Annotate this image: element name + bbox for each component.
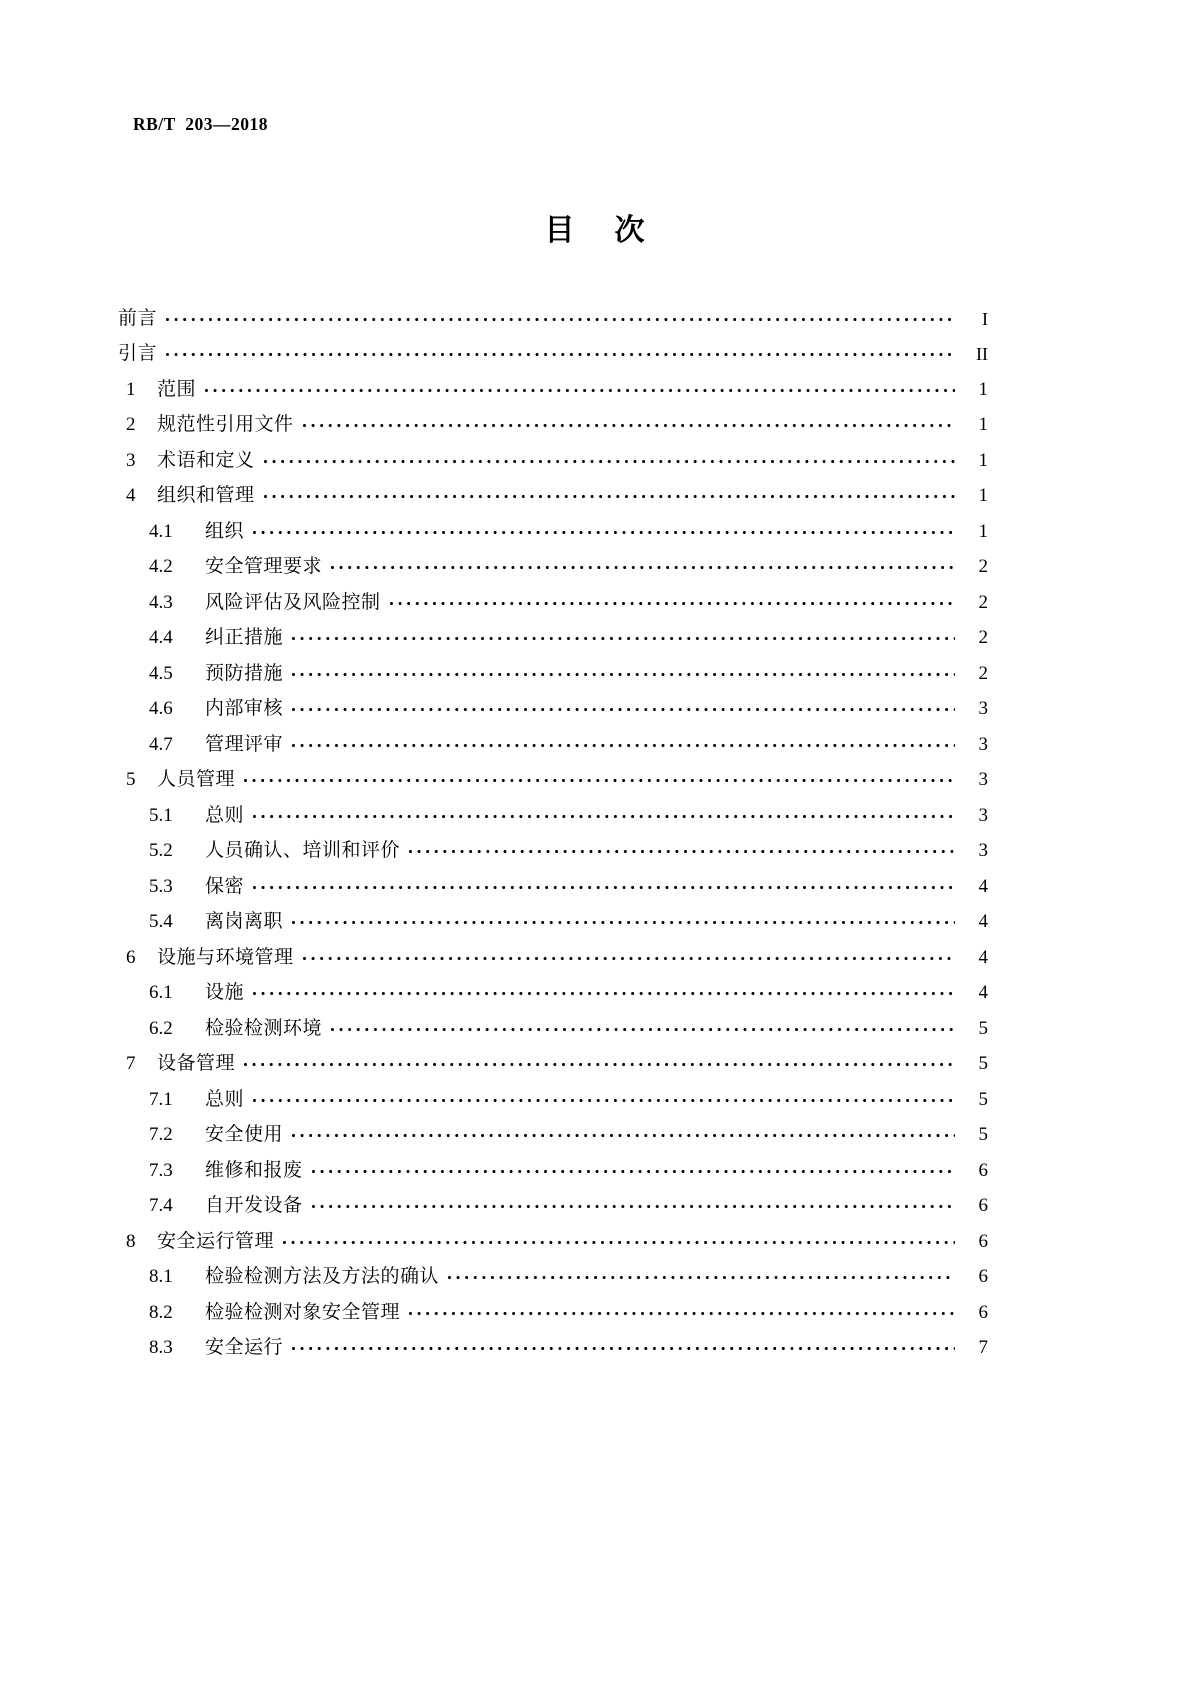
- page-title: 目 次: [544, 214, 647, 247]
- toc-entry-label: 设备管理: [157, 1052, 236, 1074]
- toc-entry[interactable]: [118, 1002, 988, 1038]
- toc-entry[interactable]: [118, 896, 988, 932]
- toc-entry-label: 人员确认、培训和评价: [205, 839, 401, 861]
- toc-leader-dots: [312, 1196, 955, 1215]
- toc-leader-dots: [292, 735, 955, 754]
- toc-entry-page-number: 7: [978, 1337, 988, 1358]
- toc-entry-number: 8.3: [149, 1337, 173, 1358]
- toc-entry-page-number: 2: [978, 627, 988, 648]
- toc-entry[interactable]: [118, 1215, 988, 1251]
- toc-entry-number: 3: [126, 449, 136, 471]
- toc-entry[interactable]: [118, 541, 988, 577]
- toc-leader-dots: [283, 1232, 955, 1251]
- toc-entry[interactable]: [118, 1180, 988, 1216]
- toc-entry-page-number: 2: [978, 591, 988, 613]
- toc-entry-label: 管理评审: [205, 732, 284, 755]
- toc-entry-label: 前言: [118, 306, 158, 329]
- toc-entry-number: 4.7: [149, 733, 173, 755]
- toc-entry[interactable]: [118, 718, 988, 754]
- toc-entry[interactable]: [118, 363, 988, 399]
- toc-entry-number: 7.4: [149, 1195, 173, 1216]
- toc-leader-dots: [253, 983, 955, 1002]
- toc-entry-number: 8.1: [149, 1266, 173, 1287]
- toc-entry-label: 安全运行管理: [157, 1229, 275, 1252]
- toc-entry-label: 设施与环境管理: [157, 945, 294, 968]
- toc-entry[interactable]: [118, 328, 988, 364]
- standard-code-header: RB/T 203—2018: [133, 114, 269, 134]
- toc-entry-number: 7.2: [149, 1124, 173, 1145]
- toc-entry[interactable]: [118, 292, 988, 328]
- toc-entry-label: 检验检测环境: [205, 1016, 323, 1039]
- toc-entry[interactable]: [118, 825, 988, 861]
- toc-entry-page-number: 1: [978, 485, 988, 506]
- toc-entry-label: 自开发设备: [205, 1194, 303, 1216]
- toc-leader-dots: [292, 664, 955, 683]
- toc-leader-dots: [390, 593, 955, 612]
- toc-entry-page-number: 2: [978, 662, 988, 684]
- toc-entry-number: 4.6: [149, 698, 173, 719]
- toc-entry-page-number: I: [982, 308, 988, 329]
- toc-leader-dots: [303, 948, 955, 967]
- toc-leader-dots: [292, 628, 955, 647]
- toc-entry-label: 安全管理要求: [205, 555, 323, 577]
- toc-entry-label: 组织和管理: [157, 484, 255, 506]
- toc-entry-label: 保密: [205, 874, 245, 897]
- toc-entry-label: 总则: [205, 1087, 245, 1110]
- toc-entry-page-number: 5: [978, 1124, 988, 1145]
- toc-entry-page-number: 6: [978, 1159, 988, 1181]
- toc-entry[interactable]: [118, 505, 988, 541]
- toc-entry-page-number: II: [976, 344, 988, 364]
- toc-entry[interactable]: [118, 789, 988, 825]
- toc-entry-label: 安全使用: [205, 1123, 284, 1145]
- toc-entry-page-number: 3: [978, 840, 988, 861]
- toc-entry-label: 检验检测对象安全管理: [205, 1300, 401, 1323]
- toc-entry-number: 7.1: [149, 1088, 173, 1110]
- toc-entry-number: 6.1: [149, 982, 173, 1003]
- toc-entry-number: 5: [126, 769, 136, 790]
- toc-entry[interactable]: [118, 1251, 988, 1287]
- toc-entry-number: 5.1: [149, 804, 173, 826]
- toc-leader-dots: [292, 1125, 955, 1144]
- toc-entry-page-number: 4: [978, 911, 988, 932]
- toc-entry-label: 术语和定义: [157, 448, 255, 471]
- toc-entry-page-number: 6: [978, 1266, 988, 1287]
- toc-entry[interactable]: [118, 860, 988, 896]
- toc-entry-page-number: 6: [978, 1301, 988, 1323]
- toc-entry[interactable]: [118, 399, 988, 435]
- toc-entry[interactable]: [118, 1322, 988, 1358]
- toc-entry-label: 风险评估及风险控制: [205, 590, 381, 613]
- toc-leader-dots: [253, 1090, 955, 1109]
- toc-leader-dots: [292, 1338, 955, 1357]
- toc-entry-page-number: 1: [978, 378, 988, 400]
- toc-entry[interactable]: [118, 1109, 988, 1145]
- table-of-contents: [118, 292, 988, 1357]
- toc-entry-page-number: 6: [978, 1230, 988, 1252]
- toc-entry[interactable]: [118, 1286, 988, 1322]
- toc-entry-page-number: 5: [978, 1088, 988, 1110]
- toc-entry-number: 4.5: [149, 662, 173, 684]
- toc-entry[interactable]: [118, 576, 988, 612]
- toc-entry-number: 8: [126, 1230, 136, 1252]
- toc-entry-number: 5.3: [149, 875, 173, 897]
- toc-entry[interactable]: [118, 612, 988, 648]
- toc-leader-dots: [166, 309, 955, 328]
- toc-leader-dots: [264, 451, 955, 470]
- toc-entry[interactable]: [118, 1038, 988, 1074]
- toc-leader-dots: [409, 1303, 955, 1322]
- toc-entry-page-number: 3: [978, 698, 988, 719]
- toc-entry[interactable]: [118, 434, 988, 470]
- toc-entry-page-number: 5: [978, 1017, 988, 1039]
- toc-entry[interactable]: [118, 931, 988, 967]
- toc-entry-number: 5.2: [149, 840, 173, 861]
- toc-leader-dots: [312, 1161, 955, 1180]
- toc-leader-dots: [292, 699, 955, 718]
- toc-entry-page-number: 4: [978, 946, 988, 968]
- toc-entry-number: 2: [126, 414, 136, 435]
- toc-leader-dots: [253, 806, 955, 825]
- toc-leader-dots: [205, 380, 955, 399]
- toc-entry-label: 维修和报废: [205, 1158, 303, 1181]
- toc-entry-label: 纠正措施: [205, 626, 284, 648]
- toc-entry-page-number: 1: [978, 520, 988, 542]
- toc-entry[interactable]: [118, 754, 988, 790]
- toc-entry-label: 安全运行: [205, 1336, 284, 1358]
- toc-entry[interactable]: [118, 647, 988, 683]
- toc-entry-number: 7.3: [149, 1159, 173, 1181]
- toc-entry-number: 7: [126, 1053, 136, 1074]
- toc-entry-page-number: 1: [978, 414, 988, 435]
- toc-entry-number: 8.2: [149, 1301, 173, 1323]
- toc-leader-dots: [253, 522, 955, 541]
- toc-entry-number: 6.2: [149, 1017, 173, 1039]
- toc-entry-page-number: 5: [978, 1053, 988, 1074]
- toc-leader-dots: [292, 912, 955, 931]
- toc-entry-label: 范围: [157, 377, 197, 400]
- toc-entry-label: 设施: [205, 981, 245, 1003]
- toc-entry-number: 5.4: [149, 911, 173, 932]
- toc-entry[interactable]: [118, 683, 988, 719]
- toc-entry-label: 规范性引用文件: [157, 413, 294, 435]
- toc-entry-page-number: 1: [978, 449, 988, 471]
- toc-entry-page-number: 4: [978, 982, 988, 1003]
- toc-entry-label: 检验检测方法及方法的确认: [205, 1265, 440, 1287]
- toc-entry-number: 4.2: [149, 556, 173, 577]
- toc-entry-page-number: 2: [978, 556, 988, 577]
- toc-leader-dots: [244, 770, 955, 789]
- toc-entry-page-number: 4: [978, 875, 988, 897]
- toc-entry-label: 预防措施: [205, 661, 284, 684]
- toc-leader-dots: [253, 877, 955, 896]
- toc-entry-number: 4: [126, 485, 136, 506]
- toc-leader-dots: [166, 344, 955, 363]
- toc-leader-dots: [331, 557, 955, 576]
- toc-leader-dots: [331, 1019, 955, 1038]
- toc-entry-number: 6: [126, 946, 136, 968]
- toc-entry[interactable]: [118, 1144, 988, 1180]
- toc-entry-page-number: 3: [978, 733, 988, 755]
- toc-entry-number: 4.3: [149, 591, 173, 613]
- toc-entry-label: 内部审核: [205, 697, 284, 719]
- toc-entry-label: 引言: [118, 342, 158, 364]
- toc-entry-label: 总则: [205, 803, 245, 826]
- toc-leader-dots: [409, 841, 955, 860]
- toc-leader-dots: [448, 1267, 955, 1286]
- toc-entry-page-number: 6: [978, 1195, 988, 1216]
- toc-leader-dots: [264, 486, 955, 505]
- toc-entry-number: 4.1: [149, 520, 173, 542]
- toc-leader-dots: [303, 415, 955, 434]
- toc-entry-label: 离岗离职: [205, 910, 284, 932]
- toc-entry-label: 人员管理: [157, 768, 236, 790]
- toc-entry-label: 组织: [205, 519, 245, 542]
- toc-entry[interactable]: [118, 967, 988, 1003]
- toc-entry[interactable]: [118, 1073, 988, 1109]
- toc-entry[interactable]: [118, 470, 988, 506]
- toc-entry-page-number: 3: [978, 804, 988, 826]
- toc-entry-number: 4.4: [149, 627, 173, 648]
- toc-entry-number: 1: [126, 378, 136, 400]
- toc-entry-page-number: 3: [978, 769, 988, 790]
- toc-leader-dots: [244, 1054, 955, 1073]
